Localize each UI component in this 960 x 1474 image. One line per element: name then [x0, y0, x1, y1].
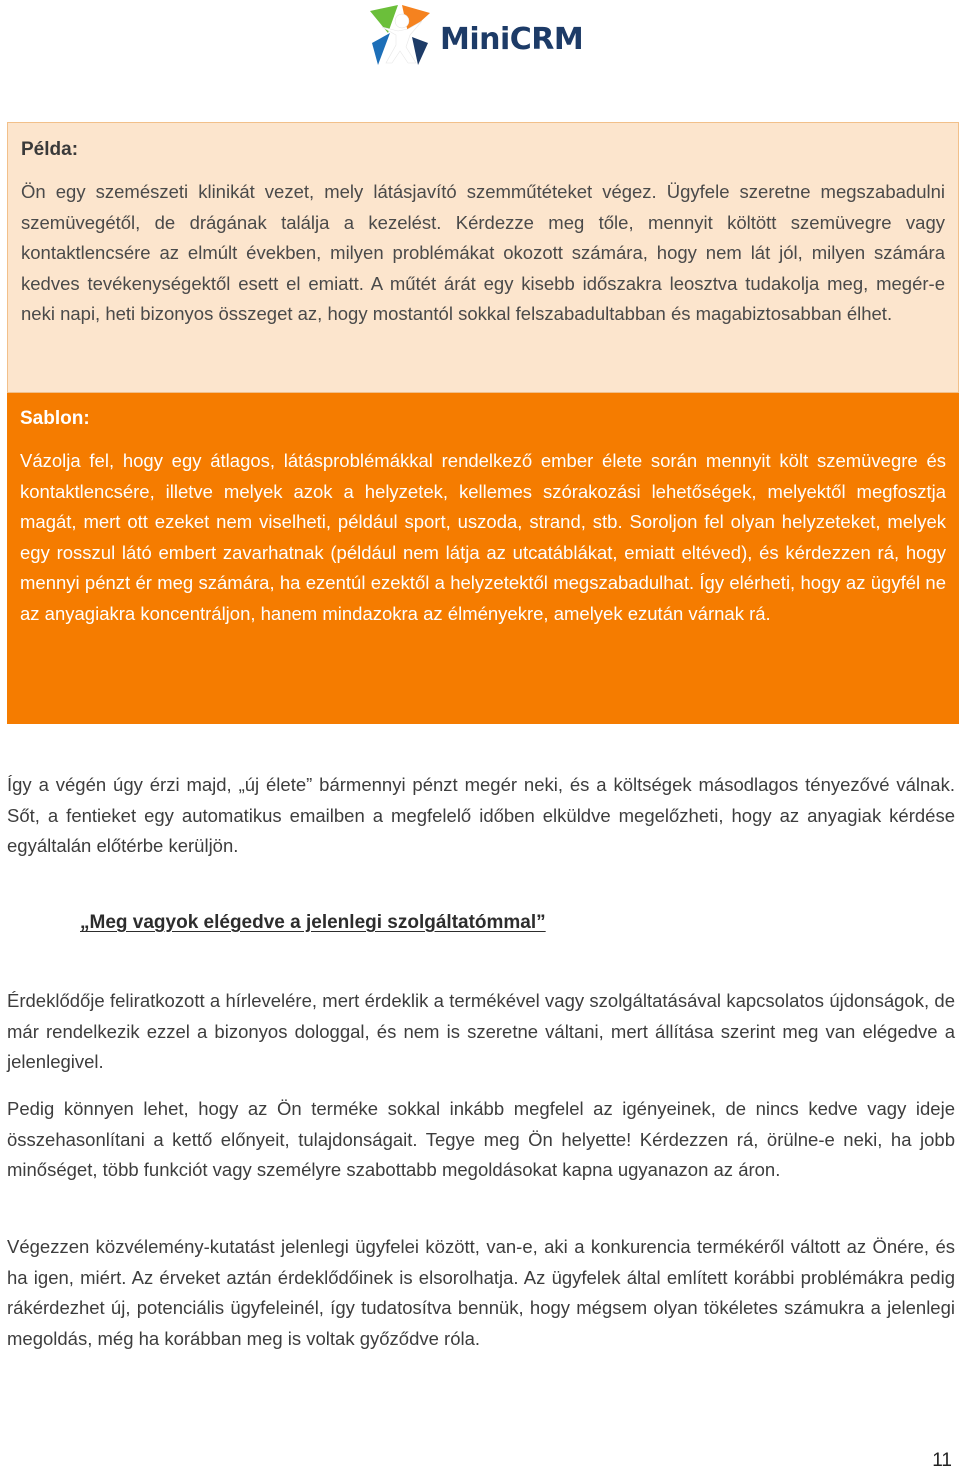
example-box	[7, 122, 959, 393]
template-box	[7, 393, 959, 724]
example-body: Ön egy szemészeti klinikát vezet, mely látásjavító szemműtéteket végez. Ügyfele szeretne megszabadulni szemüvegétől, de drágának találja a kezelést. Kérdezze meg tőle, mennyit költött szemüvegre vagy kontaktlencsére az elmúlt években, milyen problémákat okozott számára, hogy nem lát jól, milyen számára kedves tevékenységektől esett el emiatt. A műtét árát egy kisebb időszakra leosztva tudakolja meg, megér-e neki napi, heti bizonyos összeget az, hogy mostantól sokkal felszabadultabban és magabiztosabban élhet.	[21, 181, 945, 324]
minicrm-logo	[368, 2, 583, 68]
minicrm-logo-icon	[368, 3, 432, 67]
template-body: Vázolja fel, hogy egy átlagos, látásproblémákkal rendelkező ember élete során mennyit költ szemüvegre és kontaktlencsére, illetve melyek azok a helyzetek, kellemes szórakozási lehetőségek, melyektől megfosztja magát, mert ott ezeket nem viselheti, például sport, uszoda, strand, stb. Soroljon fel olyan helyzeteket, melyek egy rosszul látó embert zavarhatnak (például nem látja az utcatáblákat, emiatt eltéved), és kérdezzen rá, hogy mennyi pénzt ér meg számára, ha ezentúl ezektől a helyzetektől megszabadulhat. Így elérheti, hogy az ügyfél ne az anyagiakra koncentráljon, hanem mindazokra az élményekre, amelyek ezután várnak rá.	[20, 450, 946, 624]
paragraph-survey: Végezzen közvélemény-kutatást jelenlegi ügyfelei között, van-e, aki a konkurencia termékéről váltott az Önére, és ha igen, miért. Az érveket aztán érdeklődőinek is elsorolhatja. Az ügyfelek által említett korábbi problémákra pedig rákérdezhet új, potenciális ügyfeleinél, így tudatosítva bennük, hogy mégsem olyan tökéletes számukra a jelenlegi megoldás, még ha korábban meg is voltak győződve róla.	[7, 1236, 955, 1349]
paragraph-result: Így a végén úgy érzi majd, „új élete” bármennyi pénzt megér neki, és a költségek másodlagos tényezővé válnak. Sőt, a fentieket egy automatikus emailben a megfelelő időben elküldve megelőzheti, hogy az anyagiak kérdése egyáltalán előtérbe kerüljön.	[7, 774, 955, 856]
section-heading: „Meg vagyok elégedve a jelenlegi szolgáltatómmal”	[80, 912, 546, 933]
page-number: 11	[932, 1450, 952, 1471]
logo-text: MiniCRM	[440, 21, 584, 57]
example-title: Példa:	[21, 139, 79, 160]
template-title: Sablon:	[20, 408, 90, 429]
paragraph-subscriber: Érdeklődője feliratkozott a hírlevelére, mert érdeklik a termékével vagy szolgáltatásával kapcsolatos újdonságok, de már rendelkezik ezzel a bizonyos dologgal, és nem is szeretne váltani, mert állítása szerint meg van elégedve a jelenlegivel.	[7, 990, 955, 1072]
paragraph-comparison: Pedig könnyen lehet, hogy az Ön terméke sokkal inkább megfelel az igényeinek, de nincs kedve vagy ideje összehasonlítani a kettő előnyeit, tulajdonságait. Tegye meg Ön helyette! Kérdezzen rá, örülne-e neki, ha jobb minőséget, több funkciót vagy személyre szabottabb megoldásokat kapna ugyanazon az áron.	[7, 1098, 955, 1180]
